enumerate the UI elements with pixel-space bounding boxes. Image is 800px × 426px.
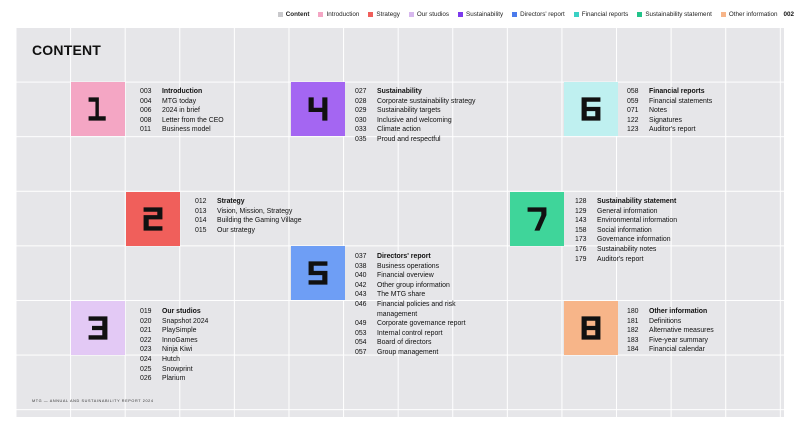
toc-page-number: 129 [575,207,587,215]
toc-page-number: 023 [140,346,152,354]
toc-entry-link[interactable] [627,345,714,355]
section-1-tile[interactable] [71,82,125,136]
toc-page-number: 182 [627,327,639,335]
toc-entry-label: Financial statements [649,97,713,105]
section-number-glyph [303,94,333,124]
toc-entry-label: Our strategy [217,226,255,234]
nav-item-directors-report[interactable] [512,11,565,18]
nav-label: Sustainability [466,10,504,18]
section-number-glyph [138,204,168,234]
nav-item-our-studios[interactable] [409,11,449,18]
section-2-entries [195,197,302,235]
toc-page-number: 024 [140,355,152,363]
section-heading-link[interactable] [627,87,712,97]
toc-entry-link[interactable] [355,319,497,329]
toc-entry-label: The MTG share [377,291,426,299]
toc-page-number: 037 [355,253,367,260]
toc-entry-label: Sustainability targets [377,107,441,115]
toc-entry-label: Plarium [162,375,186,383]
toc-entry-link[interactable] [355,97,475,107]
toc-entry-label: Sustainability [377,88,422,95]
nav-swatch [458,12,463,17]
toc-entry-label: Signatures [649,116,682,124]
toc-entry-link[interactable] [627,97,712,107]
toc-entry-link[interactable] [627,106,712,116]
toc-entry-link[interactable] [627,125,712,135]
toc-page-number: 026 [140,375,152,383]
toc-entry-label: Business operations [377,262,440,270]
nav-label: Other information [728,10,778,18]
nav-label: Financial reports [581,10,629,18]
section-number-glyph [83,94,113,124]
toc-page-number: 035 [355,135,367,143]
section-4-entries [355,87,475,145]
toc-page-number: 057 [355,348,367,356]
toc-page-number: 054 [355,339,367,347]
toc-entry-label: Corporate governance report [377,320,466,328]
section-heading-link[interactable] [140,307,208,317]
toc-entry-link[interactable] [575,255,677,265]
toc-entry-label: Building the Gaming Village [217,217,302,225]
toc-entry-label: Environmental information [597,217,678,225]
toc-entry-label: Financial overview [377,272,434,280]
toc-entry-link[interactable] [355,348,497,358]
toc-entry-link[interactable] [627,336,714,346]
toc-entry-link[interactable] [140,365,208,375]
toc-page-number: 059 [627,97,639,105]
toc-entry-link[interactable] [140,106,224,116]
toc-page-number: 184 [627,346,639,354]
section-heading-link[interactable] [627,307,714,317]
toc-entry-link[interactable] [140,345,208,355]
toc-entry-label: Sustainability notes [597,245,657,253]
section-number-glyph [522,204,552,234]
toc-entry-label: Board of directors [377,339,432,347]
toc-page-number: 143 [575,217,587,225]
toc-entry-label: Vision, Mission, Strategy [217,207,293,215]
section-number-glyph [576,313,606,343]
toc-entry-label: Financial calendar [649,346,705,354]
toc-page-number: 030 [355,116,367,124]
toc-entry-link[interactable] [355,329,497,339]
toc-entry-label: PlaySimple [162,327,197,335]
toc-entry-label: Auditor's report [649,126,696,134]
section-5-entries [355,252,497,358]
toc-page-number: 013 [195,207,207,215]
toc-entry-link[interactable] [140,317,208,327]
toc-entry-label: Governance information [597,236,671,244]
nav-item-sustainability[interactable] [458,11,503,18]
nav-swatch [721,12,726,17]
nav-label: Content [285,10,310,18]
section-7-tile[interactable] [510,192,564,246]
toc-page-number: 022 [140,336,152,344]
toc-entry-label: Auditor's report [597,255,644,263]
toc-page-number: 021 [140,327,152,335]
toc-page-number: 040 [355,272,367,280]
toc-entry-label: Snapshot 2024 [162,317,209,325]
toc-page-number: 046 [355,300,367,308]
toc-entry-link[interactable] [355,262,497,272]
toc-entry-label: Corporate sustainability strategy [377,97,476,105]
toc-page-number: 179 [575,255,587,263]
toc-entry-label: Other information [649,308,708,315]
toc-page-number: 053 [355,329,367,337]
toc-page-number: 033 [355,126,367,134]
nav-item-financial-reports[interactable] [574,11,629,18]
toc-page-number: 006 [140,107,152,115]
toc-entry-link[interactable] [575,226,677,236]
section-2-tile[interactable] [126,192,180,246]
toc-entry-label: Climate action [377,126,421,134]
toc-entry-link[interactable] [575,235,677,245]
section-8-entries [627,307,714,355]
toc-entry-link[interactable] [195,226,302,236]
toc-page-number: 019 [140,308,152,315]
toc-entry-label: Introduction [162,88,203,95]
section-5-tile[interactable] [291,246,345,300]
report-footer: MTG — ANNUAL AND SUSTAINABILITY REPORT 2024 [32,399,154,403]
toc-entry-label: Alternative measures [649,327,714,335]
toc-page-number: 071 [627,107,639,115]
toc-entry-label: Snowprint [162,365,193,373]
nav-swatch [512,12,517,17]
toc-entry-link[interactable] [195,216,302,226]
page-title: CONTENT [32,42,102,58]
toc-page-number: 015 [195,226,207,234]
toc-entry-label: Social information [597,226,652,234]
toc-page-number: 180 [627,308,639,315]
nav-item-content[interactable] [278,11,310,18]
toc-entry-label: Other group information [377,281,450,289]
section-number-glyph [83,313,113,343]
section-number-glyph [303,258,333,288]
toc-entry-label: Notes [649,107,668,115]
toc-page-number: 025 [140,365,152,373]
toc-page-number: 038 [355,262,367,270]
toc-page-number: 042 [355,281,367,289]
toc-entry-link[interactable] [575,207,677,217]
toc-entry-link[interactable] [355,125,475,135]
toc-entry-link[interactable] [140,374,208,384]
toc-entry-label: Sustainability statement [597,198,677,205]
toc-entry-label: Strategy [217,198,245,205]
toc-page-number: 043 [355,291,367,299]
nav-label: Introduction [326,10,360,18]
toc-page-number: 014 [195,217,207,225]
section-number-glyph [576,94,606,124]
toc-page-number: 020 [140,317,152,325]
toc-entry-label: Group management [377,348,439,356]
toc-entry-link[interactable] [140,97,224,107]
page-number: 002 [783,10,794,18]
section-heading-link[interactable] [575,197,677,207]
toc-page-number: 128 [575,198,587,205]
toc-entry-label: Internal control report [377,329,443,337]
section-6-entries [627,87,712,135]
nav-swatch [409,12,414,17]
nav-item-strategy[interactable] [368,11,399,18]
toc-entry-link[interactable] [195,207,302,217]
toc-entry-link[interactable] [627,326,714,336]
toc-entry-link[interactable] [140,326,208,336]
toc-entry-label: Hutch [162,355,181,363]
nav-label: Sustainability statement [645,10,712,18]
toc-entry-link[interactable] [575,216,677,226]
toc-entry-label: Business model [162,126,211,134]
toc-entry-link[interactable] [355,300,497,319]
toc-entry-link[interactable] [355,290,497,300]
toc-entry-link[interactable] [575,245,677,255]
toc-page-number: 029 [355,107,367,115]
top-navigation [269,7,794,21]
toc-entry-label: Letter from the CEO [162,116,224,124]
nav-swatch [368,12,373,17]
toc-entry-label: Directors' report [377,253,431,260]
toc-page-number: 122 [627,116,639,124]
toc-page-number: 173 [575,236,587,244]
toc-entry-link[interactable] [140,125,224,135]
toc-page-number: 028 [355,97,367,105]
toc-entry-link[interactable] [355,271,497,281]
toc-entry-label: Our studios [162,308,201,315]
nav-swatch [318,12,323,17]
toc-entry-label: InnoGames [162,336,198,344]
nav-swatch [637,12,642,17]
toc-entry-link[interactable] [355,106,475,116]
toc-entry-label: Inclusive and welcoming [377,116,452,124]
section-6-tile[interactable] [564,82,618,136]
section-heading-link[interactable] [195,197,302,207]
toc-entry-link[interactable] [140,336,208,346]
toc-page-number: 058 [627,88,639,95]
nav-item-introduction[interactable] [318,11,359,18]
toc-entry-label: Definitions [649,317,682,325]
nav-label: Strategy [376,10,400,18]
toc-entry-link[interactable] [355,338,497,348]
section-3-tile[interactable] [71,301,125,355]
nav-label: Our studios [416,10,450,18]
toc-entry-link[interactable] [355,135,475,145]
toc-page-number: 027 [355,88,367,95]
section-heading-link[interactable] [355,87,475,97]
toc-page-number: 183 [627,336,639,344]
toc-entry-link[interactable] [140,116,224,126]
toc-page-number: 123 [627,126,639,134]
section-7-entries [575,197,677,264]
toc-page-number: 011 [140,126,151,134]
toc-entry-label: Financial policies and risk management [377,300,456,318]
nav-item-other-information[interactable] [721,11,778,18]
section-4-tile[interactable] [291,82,345,136]
toc-entry-label: Financial reports [649,88,705,95]
nav-item-sustainability-statement[interactable] [637,11,712,18]
section-8-tile[interactable] [564,301,618,355]
nav-label: Directors' report [520,10,565,18]
toc-page-number: 158 [575,226,587,234]
toc-page-number: 049 [355,320,367,328]
toc-entry-label: Proud and respectful [377,135,441,143]
section-heading-link[interactable] [140,87,224,97]
toc-page-number: 181 [627,317,639,325]
toc-entry-label: General information [597,207,658,215]
toc-page-number: 008 [140,116,152,124]
toc-entry-label: Ninja Kiwi [162,346,193,354]
nav-swatch [278,12,283,17]
toc-page-number: 012 [195,198,207,205]
section-heading-link[interactable] [355,252,497,262]
nav-swatch [574,12,579,17]
toc-entry-link[interactable] [627,317,714,327]
toc-page-number: 004 [140,97,152,105]
toc-page-number: 003 [140,88,152,95]
toc-entry-link[interactable] [355,116,475,126]
toc-entry-link[interactable] [140,355,208,365]
toc-entry-label: Five-year summary [649,336,708,344]
section-1-entries [140,87,224,135]
toc-entry-link[interactable] [627,116,712,126]
toc-page-number: 176 [575,245,587,253]
section-3-entries [140,307,208,384]
toc-entry-link[interactable] [355,281,497,291]
toc-entry-label: 2024 in brief [162,107,200,115]
toc-entry-label: MTG today [162,97,197,105]
